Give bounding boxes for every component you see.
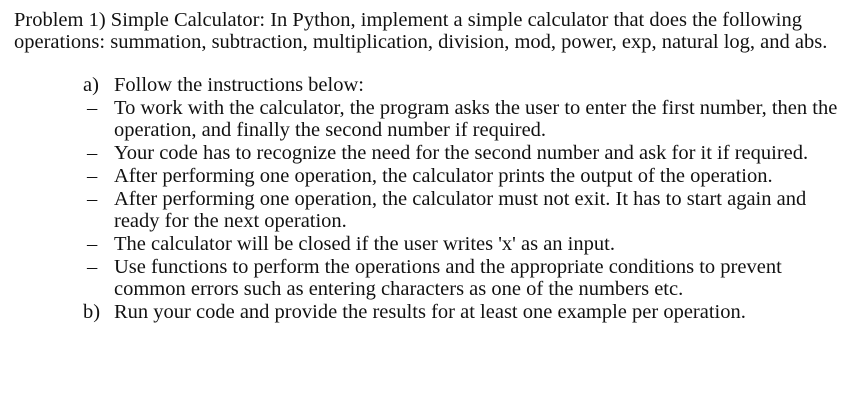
part-a — [83, 74, 850, 96]
instruction-list — [14, 74, 850, 323]
bullet-dash: – — [87, 165, 98, 187]
bullet-item — [83, 142, 850, 164]
bullet-text: After performing one operation, the calculator must not exit. It has to start again and ready for the next operation. — [114, 188, 807, 232]
bullet-item — [83, 188, 850, 232]
bullet-text: To work with the calculator, the program asks the user to enter the first number, then the operation, and finally the second number if required. — [114, 97, 838, 141]
bullet-text: After performing one operation, the calculator prints the output of the operation. — [114, 165, 773, 187]
bullet-dash: – — [87, 97, 98, 119]
bullet-dash: – — [87, 142, 98, 164]
bullet-dash: – — [87, 233, 98, 255]
part-b — [83, 301, 850, 323]
bullet-item — [83, 97, 850, 141]
bullet-dash: – — [87, 256, 98, 278]
bullet-item — [83, 233, 850, 255]
part-a-marker: a) — [83, 74, 99, 96]
document — [14, 9, 850, 323]
bullet-text: Use functions to perform the operations and the appropriate conditions to prevent common errors such as entering characters as one of the numbers etc. — [114, 256, 782, 300]
part-b-marker: b) — [83, 301, 101, 323]
part-a-text: Follow the instructions below: — [114, 74, 364, 96]
bullet-item — [83, 256, 850, 300]
bullet-dash: – — [87, 188, 98, 210]
part-b-text: Run your code and provide the results for at least one example per operation. — [114, 301, 746, 323]
bullet-item — [83, 165, 850, 187]
bullet-text: The calculator will be closed if the user writes 'x' as an input. — [114, 233, 615, 255]
bullet-text: Your code has to recognize the need for the second number and ask for it if required. — [114, 142, 809, 164]
problem-statement: Problem 1) Simple Calculator: In Python, implement a simple calculator that does the following operations: summation, subtraction, multiplication, division, mod, power, exp, natural log, and abs. — [14, 9, 828, 53]
